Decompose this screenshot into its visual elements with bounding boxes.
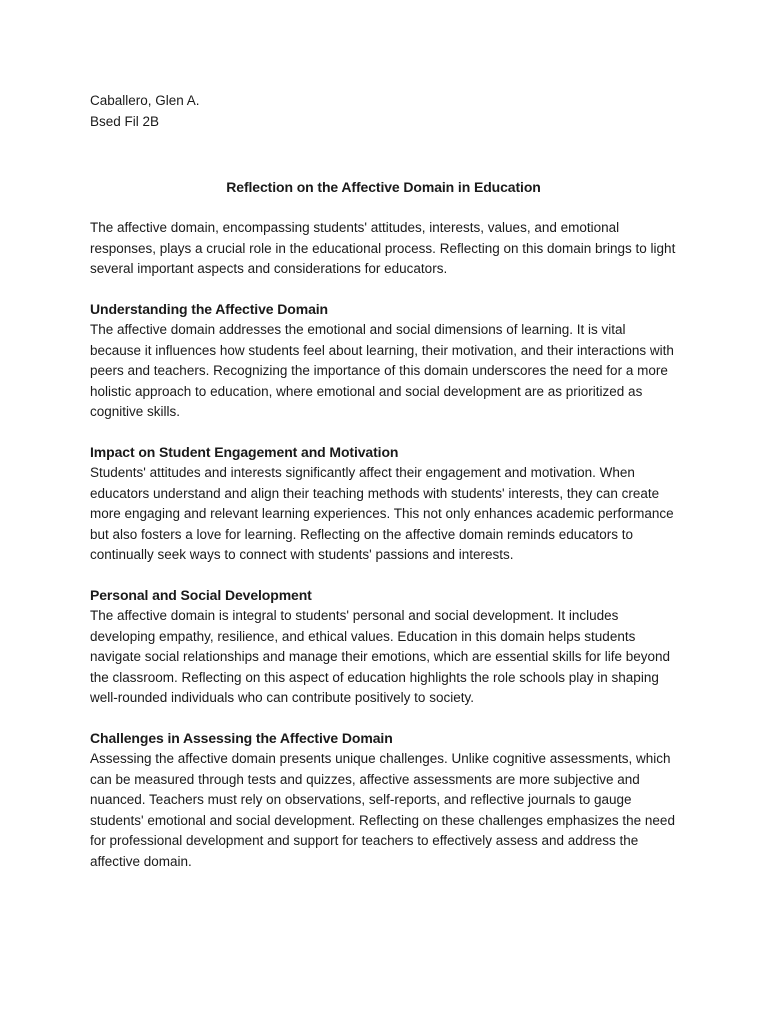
section-heading: Understanding the Affective Domain bbox=[90, 301, 328, 317]
section-heading: Personal and Social Development bbox=[90, 587, 312, 603]
section-development bbox=[90, 585, 680, 709]
author-course: Bsed Fil 2B bbox=[90, 113, 160, 129]
section-body: The affective domain addresses the emotional and social dimensions of learning. It is vital because it influences how students feel about learning, their motivation, and their interactions with peers and teachers. Recognizing the importance of this domain underscores the need for a more holistic approach to education, where emotional and social development are as prioritized as cognitive skills. bbox=[90, 322, 674, 419]
author-block bbox=[90, 91, 490, 132]
document-title: Reflection on the Affective Domain in Education bbox=[226, 179, 541, 195]
section-understanding bbox=[90, 299, 680, 423]
section-engagement bbox=[90, 442, 680, 566]
intro-paragraph: The affective domain, encompassing students' attitudes, interests, values, and emotional responses, plays a crucial role in the educational process. Reflecting on this domain brings to light several important aspects and considerations for educators. bbox=[90, 220, 676, 276]
author-name: Caballero, Glen A. bbox=[90, 93, 200, 108]
section-heading: Challenges in Assessing the Affective Domain bbox=[90, 730, 393, 746]
section-body: The affective domain is integral to students' personal and social development. It includes developing empathy, resilience, and ethical values. Education in this domain helps students navigate social relationships and manage their emotions, which are essential skills for life beyond the classroom. Reflecting on this aspect of education highlights the role schools play in shaping well-rounded individuals who can contribute positively to society. bbox=[90, 608, 671, 705]
section-heading: Impact on Student Engagement and Motivation bbox=[90, 444, 399, 460]
section-body: Students' attitudes and interests significantly affect their engagement and motivation. When educators understand and align their teaching methods with students' interests, they can create more engaging and relevant learning experiences. This not only enhances academic performance but also fosters a love for learning. Reflecting on the affective domain reminds educators to continually seek ways to connect with students' passions and interests. bbox=[90, 465, 674, 562]
section-body: Assessing the affective domain presents unique challenges. Unlike cognitive assessments, which can be measured through tests and quizzes, affective assessments are more subjective and nuanced. Teachers must rely on observations, self-reports, and reflective journals to gauge students' emotional and social development. Reflecting on these challenges emphasizes the need for professional development and support for teachers to effectively assess and address the affective domain. bbox=[90, 751, 675, 869]
section-challenges bbox=[90, 728, 680, 872]
